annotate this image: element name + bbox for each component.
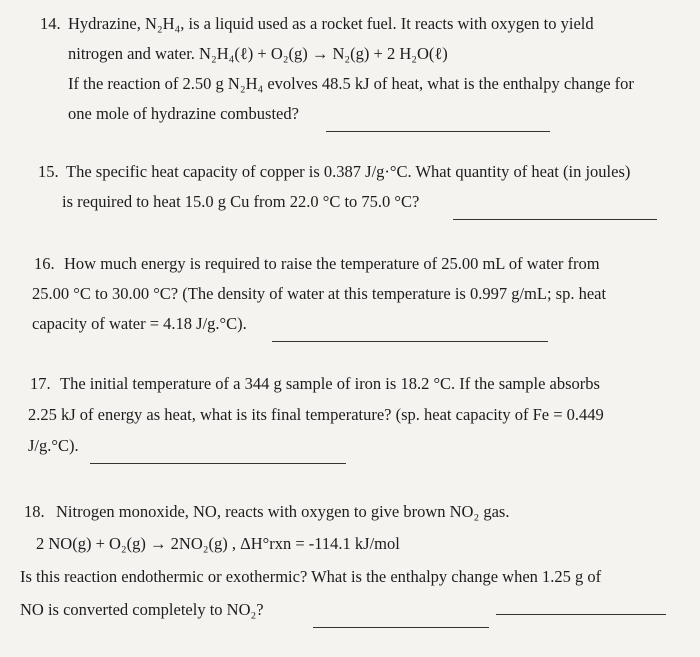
question-number: 14.	[40, 14, 61, 33]
question-text-line: The initial temperature of a 344 g sample of iron is 18.2 °C. If the sample absorbs	[60, 374, 600, 393]
answer-blank[interactable]	[453, 207, 657, 224]
question-text-line: Hydrazine, N₂H₄, is a liquid used as a rocket fuel. It reacts with oxygen to yield	[68, 14, 594, 33]
answer-blank-1[interactable]	[313, 615, 489, 632]
answer-blank[interactable]	[272, 329, 548, 346]
question-number: 17.	[30, 374, 51, 393]
question-text-line: Is this reaction endothermic or exothermic? What is the enthalpy change when 1.25 g of	[20, 567, 602, 586]
question-text-line: capacity of water = 4.18 J/g.°C).	[32, 314, 247, 333]
question-text-line: is required to heat 15.0 g Cu from 22.0 °C to 75.0 °C?	[62, 192, 420, 211]
question-text-line: The specific heat capacity of copper is 0.387 J/g·°C. What quantity of heat (in joules)	[66, 162, 631, 181]
question-text-line: How much energy is required to raise the temperature of 25.00 mL of water from	[64, 254, 600, 273]
question-text-line: nitrogen and water. N₂H₄(ℓ) + O₂(g) → N₂(g) + 2 H₂O(ℓ)	[68, 44, 448, 63]
question-number: 18.	[24, 502, 45, 521]
question-text-line: Nitrogen monoxide, NO, reacts with oxygen to give brown NO₂ gas.	[56, 502, 510, 521]
question-number: 15.	[38, 162, 59, 181]
question-text-line: 2.25 kJ of energy as heat, what is its final temperature? (sp. heat capacity of Fe = 0.449	[28, 405, 604, 424]
reaction-equation: 2 NO(g) + O₂(g) → 2NO₂(g) , ΔH°rxn = -114.1 kJ/mol	[36, 534, 400, 553]
answer-blank[interactable]	[90, 451, 346, 468]
answer-blank-2[interactable]	[496, 602, 666, 619]
question-text-line: If the reaction of 2.50 g N₂H₄ evolves 48.5 kJ of heat, what is the enthalpy change for	[68, 74, 634, 93]
question-text-line: 25.00 °C to 30.00 °C? (The density of water at this temperature is 0.997 g/mL; sp. heat	[32, 284, 607, 303]
question-text-line: one mole of hydrazine combusted?	[68, 104, 299, 123]
question-text-line: J/g.°C).	[28, 436, 79, 455]
question-number: 16.	[34, 254, 55, 273]
question-text-line: NO is converted completely to NO₂?	[20, 600, 264, 619]
answer-blank[interactable]	[326, 119, 550, 136]
